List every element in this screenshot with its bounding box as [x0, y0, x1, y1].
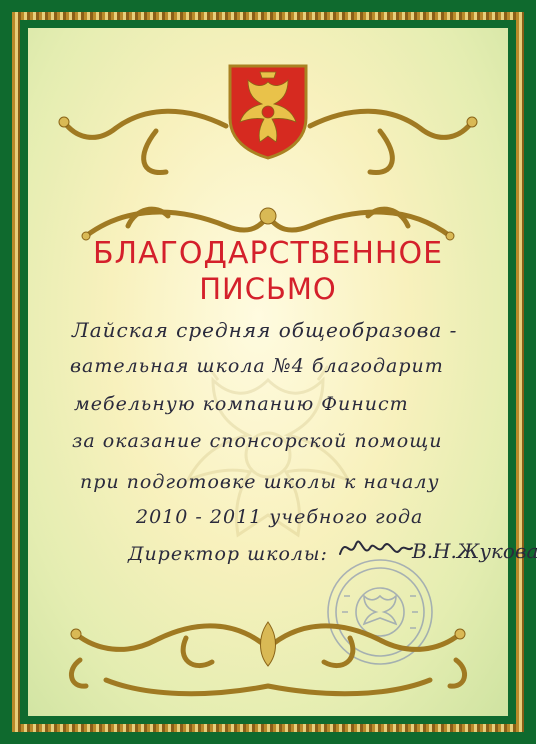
russian-coat-of-arms-icon	[226, 62, 310, 160]
body-line-1: Лайская средняя общеобразова -	[72, 318, 458, 342]
body-line-4: за оказание спонсорской помощи	[72, 430, 443, 452]
director-name: В.Н.Жукова	[412, 539, 538, 563]
certificate-paper	[28, 28, 538, 716]
certificate-title: БЛАГОДАРСТВЕННОЕ	[92, 236, 444, 271]
body-line-5: при подготовке школы к началу	[80, 471, 440, 493]
body-line-3: мебельную компанию Финист	[74, 393, 409, 415]
bottom-scroll-ornament	[36, 600, 500, 712]
body-line-2: вательная школа №4 благодарит	[70, 355, 444, 377]
body-line-6: 2010 - 2011 учебного года	[136, 506, 424, 528]
signature-label: Директор школы:	[128, 543, 328, 565]
certificate-subtitle: ПИСЬМО	[199, 272, 337, 306]
